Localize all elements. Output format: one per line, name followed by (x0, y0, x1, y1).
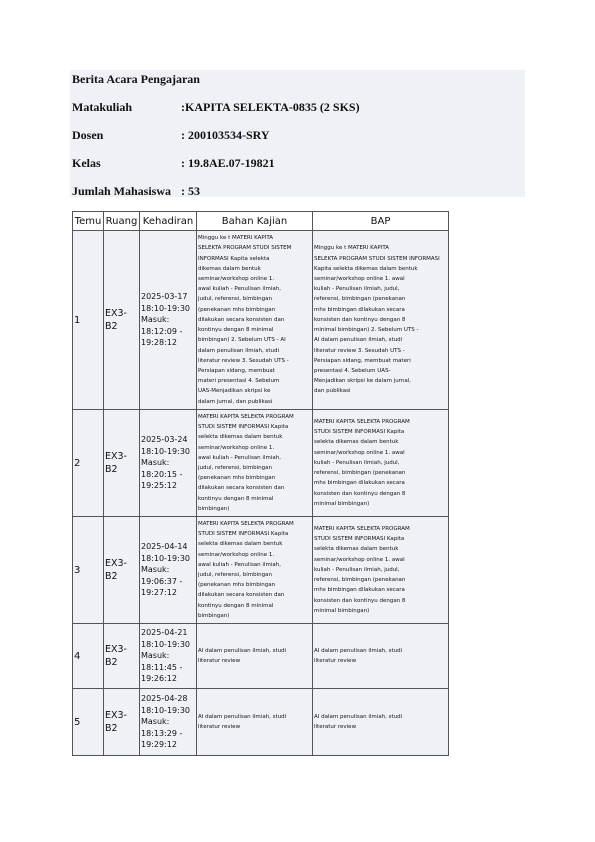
text-line: 19:28:12 (141, 338, 177, 348)
text-line: judul, referensi, bimbingan (198, 572, 272, 578)
text-line: seminar/workshop online 1. (198, 276, 275, 283)
text-line: kontinyu dengan 8 minimal (198, 495, 274, 502)
table-row (73, 410, 449, 517)
text-line: Masuk: (141, 565, 170, 575)
cell-temu: 3 (73, 517, 104, 624)
text-line: Persiapan sidang, membuat materi (314, 357, 411, 364)
text-line: EX3- (105, 710, 127, 721)
text-line: UAS-Menjadikan skripsi ke (198, 388, 271, 395)
cell-temu: 5 (73, 689, 104, 756)
cell-bahan-kajian (197, 689, 313, 756)
cell-bap (313, 624, 449, 689)
text-line: kuliah - Penulisan ilmiah, judul, (314, 286, 400, 293)
text-line: 18:11:45 - (141, 662, 183, 672)
field-kelas (72, 156, 522, 172)
text-line: bimbingan) (198, 505, 230, 512)
text-line: 19:26:12 (141, 674, 177, 684)
text-line: STUDI SISTEM INFORMASI Kapita (314, 536, 405, 543)
text-line: Menjadikan skripsi ke dalam jurnal, (314, 378, 411, 385)
field-label: Kelas (72, 156, 101, 170)
text-line: seminar/workshop online 1. awal (314, 556, 405, 563)
text-line: dilakukan secara konsisten dan (198, 592, 285, 599)
text-line: 18:20:15 - (141, 469, 183, 479)
text-line: presentasi 4. Sebelum UAS- (314, 367, 391, 374)
text-line: literatur review (198, 724, 241, 730)
text-line: mhs bimbingan dilakukan secara (314, 306, 405, 313)
field-matakuliah (72, 100, 522, 116)
text-line: AI dalam penulisan ilmiah, studi (314, 337, 403, 344)
column-header-temu: Temu (73, 212, 104, 231)
text-line: B2 (105, 723, 118, 734)
field-value: :KAPITA SELEKTA-0835 (2 SKS) (181, 100, 360, 114)
text-line: awal kuliah - Penulisan ilmiah, (198, 561, 281, 568)
cell-kehadiran (140, 517, 197, 624)
text-line: 19:29:12 (141, 740, 177, 750)
text-line: mhs bimbingan dilakukan secara (314, 587, 405, 594)
text-line: judul, referensi, bimbingan (198, 296, 272, 303)
text-line: literatur review (314, 724, 357, 730)
text-line: 18:10-19:30 (141, 303, 190, 313)
cell-kehadiran (140, 410, 197, 517)
cell-kehadiran (140, 689, 197, 756)
text-line: 19:27:12 (141, 588, 177, 598)
text-line: selekta dikemas dalam bentuk (198, 541, 283, 548)
field-jumlah-mahasiswa (72, 184, 522, 200)
text-line: referensi, bimbingan (penekanan (314, 470, 406, 477)
cell-ruang (104, 231, 140, 410)
text-line: MATERI KAPITA SELEKTA PROGRAM (198, 413, 294, 420)
text-line: AI dalam penulisan ilmiah, studi (314, 647, 403, 654)
text-line: selekta dikemas dalam bentuk (198, 434, 283, 441)
field-dosen (72, 128, 522, 144)
cell-temu: 1 (73, 231, 104, 410)
text-line: EX3- (105, 644, 127, 655)
cell-bahan-kajian (197, 517, 313, 624)
table-header-row (73, 212, 449, 231)
text-line: seminar/workshop online 1. (198, 444, 275, 451)
cell-bap (313, 689, 449, 756)
text-line: Kapita selekta dikemas dalam bentuk (314, 265, 418, 272)
text-line: AI dalam penulisan ilmiah, studi (198, 647, 287, 654)
text-line: awal kuliah - Penulisan ilmiah, (198, 286, 281, 293)
text-line: dilakukan secara konsisten dan (198, 485, 285, 492)
field-value: : 53 (181, 184, 200, 198)
text-line: minimal bimbingan) (314, 500, 370, 507)
text-line: EX3- (105, 308, 127, 319)
text-line: 18:13:29 - (141, 728, 183, 738)
text-line: kuliah - Penulisan ilmiah, judul, (314, 566, 400, 573)
text-line: selekta dikemas dalam bentuk (314, 439, 399, 446)
text-line: Minggu ke t MATERI KAPITA (198, 235, 274, 242)
text-line: 18:10-19:30 (141, 553, 190, 563)
text-line: Masuk: (141, 315, 170, 325)
text-line: Persiapan sidang, membuat (198, 367, 275, 374)
text-line: selekta dikemas dalam bentuk (314, 546, 399, 553)
cell-ruang (104, 689, 140, 756)
cell-ruang (104, 410, 140, 517)
text-line: bimbingan) (198, 612, 230, 619)
text-line: B2 (105, 571, 118, 582)
text-line: Minggu ke t MATERI KAPITA (314, 245, 390, 252)
text-line: 18:10-19:30 (141, 705, 190, 715)
cell-bahan-kajian (197, 410, 313, 517)
cell-bap (313, 517, 449, 624)
field-value: : 200103534-SRY (181, 128, 270, 142)
text-line: 18:12:09 - (141, 326, 183, 336)
text-line: SELEKTA PROGRAM STUDI SISTEM (198, 245, 292, 252)
teaching-record-table (72, 211, 449, 756)
field-label: Matakuliah (72, 100, 133, 114)
text-line: dan publikasi (314, 388, 351, 395)
document-title: Berita Acara Pengajaran (72, 72, 200, 86)
cell-kehadiran (140, 231, 197, 410)
column-header-bahan-kajian: Bahan Kajian (197, 212, 313, 231)
text-line: INFORMASI Kapita selekta (198, 255, 270, 262)
text-line: dalam jurnal, dan publikasi (198, 398, 273, 405)
text-line: seminar/workshop online 1. awal (314, 449, 405, 456)
table-row (73, 517, 449, 624)
text-line: 2025-04-28 (141, 694, 188, 704)
text-line: 18:10-19:30 (141, 639, 190, 649)
text-line: Masuk: (141, 651, 170, 661)
text-line: B2 (105, 321, 118, 332)
text-line: kontinyu dengan 8 minimal (198, 327, 274, 334)
text-line: STUDI SISTEM INFORMASI Kapita (314, 429, 405, 436)
text-line: literatur review (314, 658, 357, 664)
column-header-bap: BAP (313, 212, 449, 231)
text-line: 19:25:12 (141, 481, 177, 491)
text-line: referensi, bimbingan (penekanan (314, 577, 406, 584)
text-line: seminar/workshop online 1. awal (314, 276, 405, 283)
text-line: konsisten dan kontinyu dengan 8 (314, 597, 406, 604)
text-line: 2025-04-14 (141, 542, 188, 552)
text-line: SELEKTA PROGRAM STUDI SISTEM INFORMASI (314, 255, 440, 262)
text-line: MATERI KAPITA SELEKTA PROGRAM (314, 526, 410, 533)
cell-bap (313, 410, 449, 517)
cell-temu: 2 (73, 410, 104, 517)
text-line: konsisten dan kontinyu dengan 8 (314, 490, 406, 497)
cell-kehadiran (140, 624, 197, 689)
text-line: Masuk: (141, 458, 170, 468)
field-label: Dosen (72, 128, 104, 142)
course-info-panel (70, 70, 525, 197)
text-line: 2025-03-24 (141, 435, 188, 445)
table-row (73, 231, 449, 410)
text-line: AI dalam penulisan ilmiah, studi (314, 713, 403, 720)
text-line: AI dalam penulisan ilmiah, studi (198, 713, 287, 720)
text-line: B2 (105, 657, 118, 668)
text-line: Masuk: (141, 717, 170, 727)
text-line: kontinyu dengan 8 minimal (198, 602, 274, 609)
text-line: konsisten dan kontinyu dengan 8 (314, 316, 406, 323)
text-line: awal kuliah - Penulisan ilmiah, (198, 454, 281, 461)
cell-bap (313, 231, 449, 410)
text-line: (penekanan mhs bimbingan (198, 475, 276, 482)
column-header-kehadiran: Kehadiran (140, 212, 197, 231)
text-line: dalam penulisan ilmiah, studi (198, 347, 280, 354)
cell-temu: 4 (73, 624, 104, 689)
text-line: literatur review 3. Sesudah UTS - (314, 347, 405, 354)
table-row (73, 689, 449, 756)
cell-ruang (104, 517, 140, 624)
text-line: 18:10-19:30 (141, 446, 190, 456)
text-line: referensi, bimbingan (penekanan (314, 296, 406, 303)
text-line: (penekanan mhs bimbingan (198, 306, 276, 313)
text-line: STUDI SISTEM INFORMASI Kapita (198, 424, 289, 431)
text-line: (penekanan mhs bimbingan (198, 582, 276, 589)
text-line: seminar/workshop online 1. (198, 551, 275, 558)
text-line: B2 (105, 464, 118, 475)
cell-ruang (104, 624, 140, 689)
cell-bahan-kajian (197, 624, 313, 689)
text-line: 2025-04-21 (141, 628, 188, 638)
text-line: bimbingan) 2. Sebelum UTS - AI (198, 337, 286, 344)
text-line: EX3- (105, 451, 127, 462)
text-line: dikemas dalam bentuk (198, 265, 261, 272)
column-header-ruang: Ruang (104, 212, 140, 231)
text-line: dilakukan secara konsisten dan (198, 316, 285, 323)
text-line: judul, referensi, bimbingan (198, 465, 272, 471)
field-label: Jumlah Mahasiswa (72, 184, 172, 198)
text-line: mhs bimbingan dilakukan secara (314, 480, 405, 487)
text-line: MATERI KAPITA SELEKTA PROGRAM (198, 520, 294, 527)
text-line: minimal bimbingan) 2. Sebelum UTS - (314, 327, 419, 334)
text-line: kuliah - Penulisan ilmiah, judul, (314, 459, 400, 466)
text-line: literatur review (198, 658, 241, 664)
text-line: STUDI SISTEM INFORMASI Kapita (198, 531, 289, 538)
text-line: EX3- (105, 558, 127, 569)
cell-bahan-kajian (197, 231, 313, 410)
text-line: literatur review 3. Sesudah UTS - (198, 357, 289, 364)
text-line: materi presentasi 4. Sebelum (198, 378, 280, 385)
field-value: : 19.8AE.07-19821 (181, 156, 275, 170)
text-line: minimal bimbingan) (314, 607, 370, 614)
text-line: MATERI KAPITA SELEKTA PROGRAM (314, 419, 410, 426)
table-row (73, 624, 449, 689)
text-line: 19:06:37 - (141, 576, 183, 586)
text-line: 2025-03-17 (141, 292, 188, 302)
